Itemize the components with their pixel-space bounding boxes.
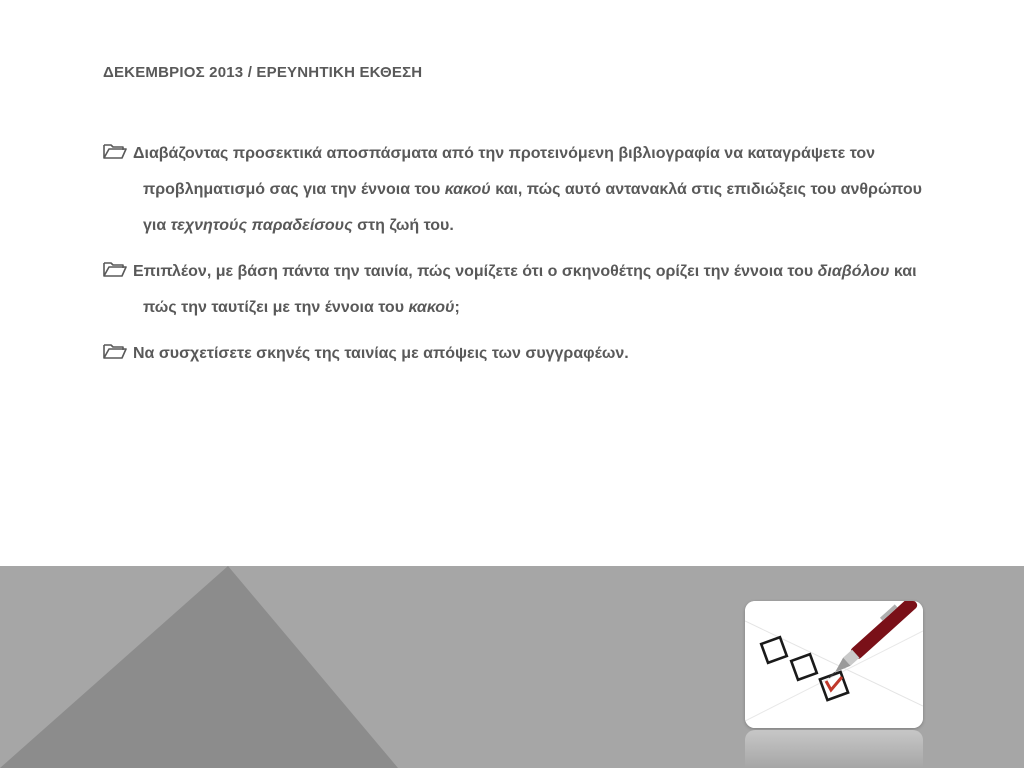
bullet-3-text: Να συσχετίσετε σκηνές της ταινίας με απόψεις των συγγραφέων. [133, 345, 629, 362]
folder-icon [103, 342, 129, 360]
bullet-item-1 [103, 136, 933, 244]
bullet-2-text-c: ; [454, 299, 460, 316]
bullet-1-emphasis-a: κακού [444, 181, 491, 198]
image-reflection [745, 730, 923, 768]
bullet-2-text-a: Επιπλέον, με βάση πάντα την ταινία, πώς νομίζετε ότι ο σκηνοθέτης ορίζει την έννοια του [133, 263, 818, 280]
bullet-item-2 [103, 254, 933, 326]
bullet-list [103, 136, 933, 382]
bullet-2-text-b: και πώς την ταυτίζει με την έννοια του [143, 263, 917, 316]
folder-icon [103, 260, 129, 278]
checklist-with-pen-icon [745, 601, 923, 728]
bullet-1-text-c: στη ζωή του. [352, 217, 454, 234]
bullet-1-emphasis-b: τεχνητούς παραδείσους [170, 217, 353, 234]
bullet-2-emphasis-a: διαβόλου [817, 263, 890, 280]
bullet-2-emphasis-b: κακού [408, 299, 455, 316]
bullet-item-3 [103, 336, 933, 372]
bullet-1-text-a: Διαβάζοντας προσεκτικά αποσπάσματα από την προτεινόμενη βιβλιογραφία να καταγράψετε τον προβληματισμό σας για την έννοια του [133, 145, 876, 198]
folder-icon [103, 142, 129, 160]
bullet-1-text-b: και, πώς αυτό αντανακλά στις επιδιώξεις του ανθρώπου για [143, 181, 922, 234]
slide-title: ΔΕΚΕΜΒΡΙΟΣ 2013 / ΕΡΕΥΝΗΤΙΚΗ ΕΚΘΕΣΗ [103, 64, 423, 81]
